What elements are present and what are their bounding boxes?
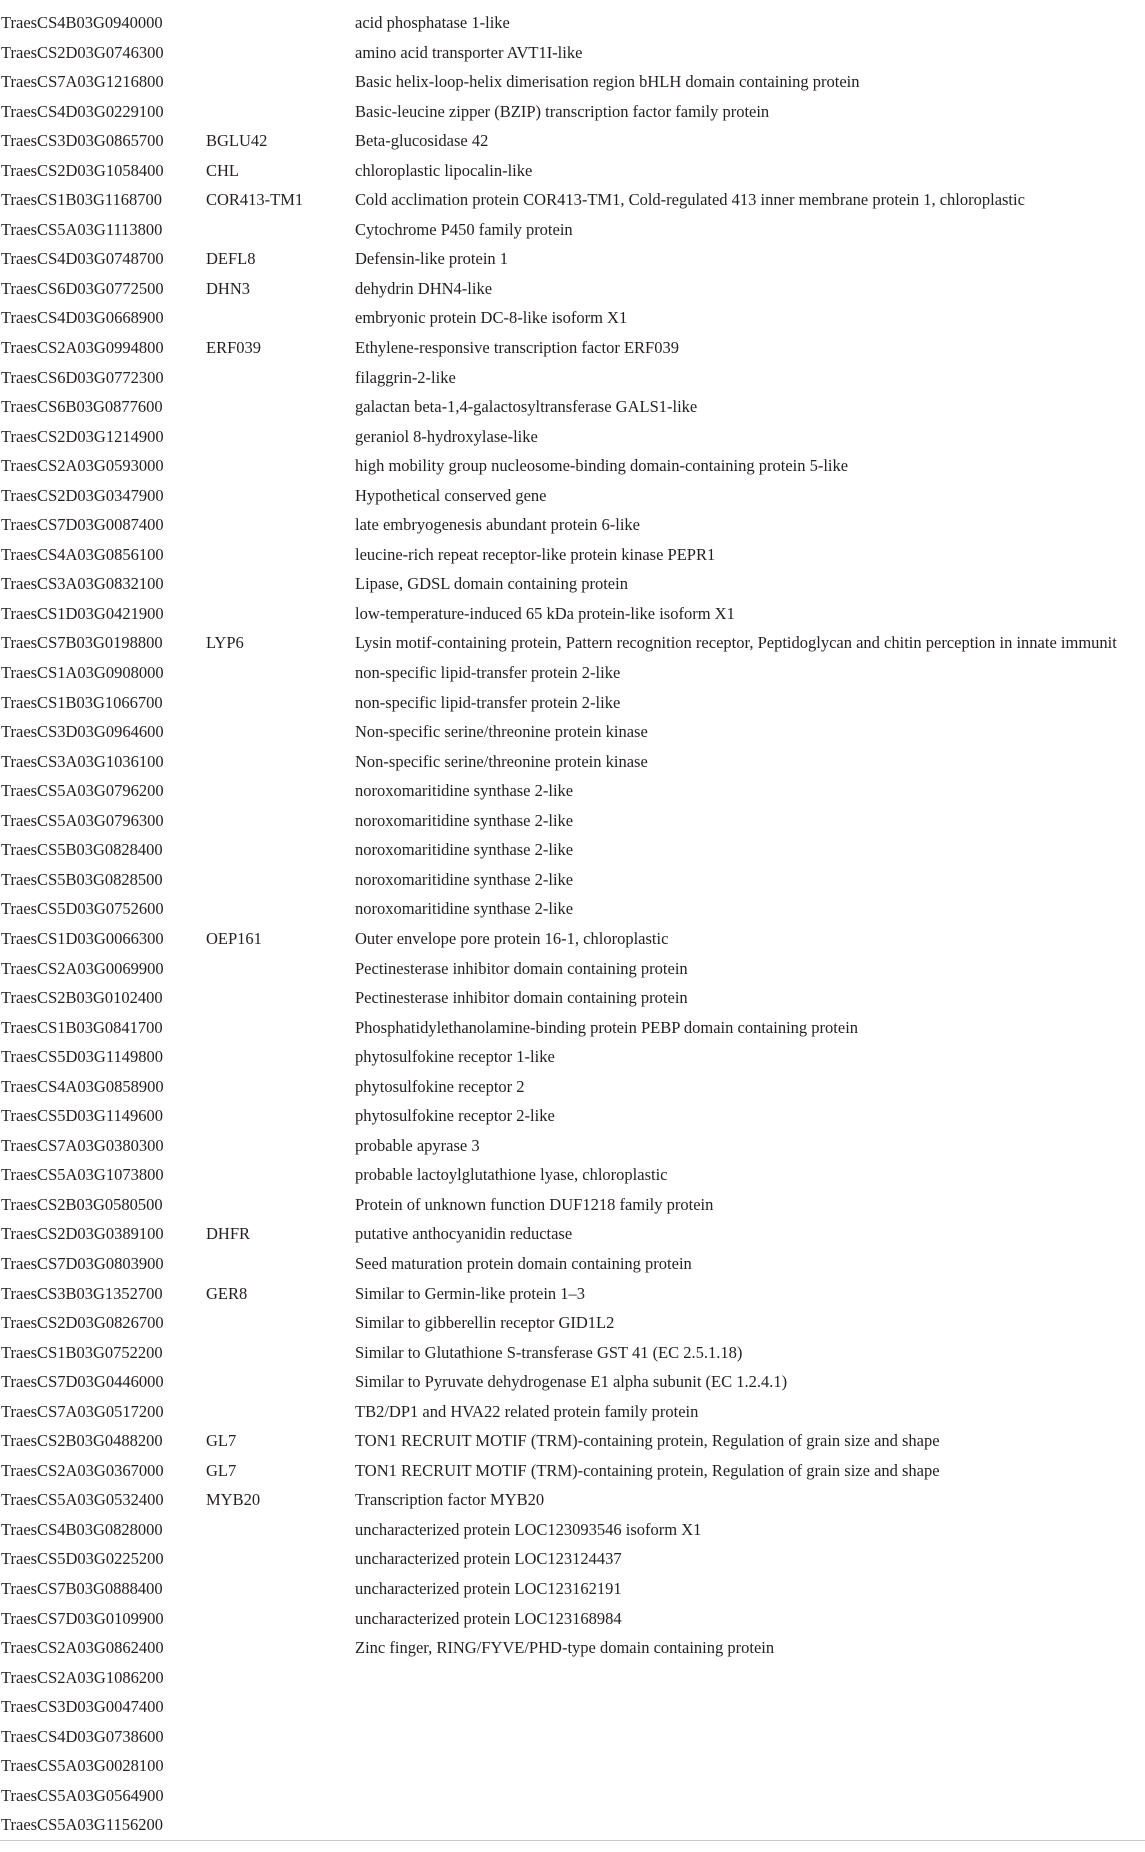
gene-description-cell: non-specific lipid-transfer protein 2-like xyxy=(355,663,621,683)
gene-id-cell: TraesCS5D03G1149800 xyxy=(1,1047,163,1067)
gene-description-cell: probable lactoylglutathione lyase, chloroplastic xyxy=(355,1165,668,1185)
gene-id-cell: TraesCS7D03G0803900 xyxy=(1,1253,164,1273)
table-row xyxy=(0,97,1145,127)
gene-description-cell: noroxomaritidine synthase 2-like xyxy=(355,869,574,889)
gene-id-cell: TraesCS6D03G0772300 xyxy=(1,367,164,387)
table-row xyxy=(0,1633,1145,1663)
gene-symbol-cell: COR413-TM1 xyxy=(206,190,304,210)
table-row xyxy=(0,422,1145,452)
gene-description-cell: Basic helix-loop-helix dimerisation region bHLH domain containing protein xyxy=(355,72,860,92)
gene-description-cell: leucine-rich repeat receptor-like protein kinase PEPR1 xyxy=(355,544,716,564)
table-row xyxy=(0,776,1145,806)
gene-description-cell: chloroplastic lipocalin-like xyxy=(355,160,533,180)
table-row xyxy=(0,747,1145,777)
gene-id-cell: TraesCS5A03G1113800 xyxy=(1,219,163,239)
table-row xyxy=(0,835,1145,865)
table-row xyxy=(0,303,1145,333)
table-row xyxy=(0,865,1145,895)
gene-id-cell: TraesCS7A03G0517200 xyxy=(1,1401,164,1421)
gene-description-cell: uncharacterized protein LOC123168984 xyxy=(355,1608,622,1628)
gene-table xyxy=(0,8,1145,1840)
table-row xyxy=(0,215,1145,245)
gene-description-cell: Zinc finger, RING/FYVE/PHD-type domain containing protein xyxy=(355,1638,775,1658)
gene-description-cell: noroxomaritidine synthase 2-like xyxy=(355,899,574,919)
gene-id-cell: TraesCS2A03G0069900 xyxy=(1,958,164,978)
table-row xyxy=(0,8,1145,38)
gene-description-cell: Similar to Glutathione S-transferase GST 41 (EC 2.5.1.18) xyxy=(355,1342,743,1362)
table-row xyxy=(0,1249,1145,1279)
gene-id-cell: TraesCS2B03G0488200 xyxy=(1,1431,163,1451)
table-row xyxy=(0,274,1145,304)
table-row xyxy=(0,806,1145,836)
table-row xyxy=(0,1190,1145,1220)
gene-description-cell: Similar to Germin-like protein 1–3 xyxy=(355,1283,586,1303)
table-row xyxy=(0,244,1145,274)
gene-id-cell: TraesCS4A03G0856100 xyxy=(1,544,164,564)
gene-id-cell: TraesCS2A03G0367000 xyxy=(1,1460,164,1480)
gene-id-cell: TraesCS5A03G0796300 xyxy=(1,810,164,830)
gene-description-cell: Lysin motif-containing protein, Pattern recognition receptor, Peptidoglycan and chitin perception in innate immunit xyxy=(355,633,1117,653)
table-row xyxy=(0,983,1145,1013)
table-bottom-rule xyxy=(0,1840,1145,1841)
table-row xyxy=(0,1781,1145,1811)
table-row xyxy=(0,1308,1145,1338)
gene-description-cell: amino acid transporter AVT1I-like xyxy=(355,42,583,62)
gene-description-cell: Transcription factor MYB20 xyxy=(355,1490,545,1510)
gene-id-cell: TraesCS5A03G0028100 xyxy=(1,1756,164,1776)
gene-id-cell: TraesCS2D03G1214900 xyxy=(1,426,164,446)
gene-description-cell: probable apyrase 3 xyxy=(355,1135,480,1155)
table-row xyxy=(0,1663,1145,1693)
gene-id-cell: TraesCS5B03G0828400 xyxy=(1,840,163,860)
gene-id-cell: TraesCS2A03G0862400 xyxy=(1,1638,164,1658)
gene-symbol-cell: DEFL8 xyxy=(206,249,256,269)
table-row xyxy=(0,954,1145,984)
gene-id-cell: TraesCS5D03G0752600 xyxy=(1,899,164,919)
gene-description-cell: TON1 RECRUIT MOTIF (TRM)-containing protein, Regulation of grain size and shape xyxy=(355,1431,940,1451)
gene-id-cell: TraesCS4D03G0738600 xyxy=(1,1726,164,1746)
gene-description-cell: TON1 RECRUIT MOTIF (TRM)-containing protein, Regulation of grain size and shape xyxy=(355,1460,940,1480)
gene-id-cell: TraesCS3A03G1036100 xyxy=(1,751,164,771)
gene-id-cell: TraesCS1B03G1168700 xyxy=(1,190,163,210)
table-row xyxy=(0,126,1145,156)
gene-description-cell: noroxomaritidine synthase 2-like xyxy=(355,810,574,830)
gene-id-cell: TraesCS1B03G1066700 xyxy=(1,692,163,712)
gene-description-cell: Pectinesterase inhibitor domain containing protein xyxy=(355,988,688,1008)
gene-id-cell: TraesCS2A03G0593000 xyxy=(1,456,164,476)
gene-id-cell: TraesCS2D03G0347900 xyxy=(1,485,164,505)
gene-description-cell: Similar to gibberellin receptor GID1L2 xyxy=(355,1313,615,1333)
gene-id-cell: TraesCS5D03G0225200 xyxy=(1,1549,164,1569)
gene-description-cell: acid phosphatase 1-like xyxy=(355,13,510,32)
gene-description-cell: embryonic protein DC-8-like isoform X1 xyxy=(355,308,628,328)
gene-description-cell: phytosulfokine receptor 2-like xyxy=(355,1106,555,1126)
gene-description-cell: Beta-glucosidase 42 xyxy=(355,131,489,151)
gene-symbol-cell: ERF039 xyxy=(206,338,262,358)
table-row xyxy=(0,1279,1145,1309)
gene-id-cell: TraesCS5A03G1073800 xyxy=(1,1165,164,1185)
gene-id-cell: TraesCS2D03G1058400 xyxy=(1,160,164,180)
gene-id-cell: TraesCS4B03G0940000 xyxy=(1,13,163,32)
table-row xyxy=(0,333,1145,363)
table-row xyxy=(0,569,1145,599)
gene-symbol-cell: MYB20 xyxy=(206,1490,261,1510)
table-row xyxy=(0,1426,1145,1456)
gene-id-cell: TraesCS7D03G0087400 xyxy=(1,515,164,535)
table-row xyxy=(0,540,1145,570)
gene-id-cell: TraesCS7D03G0109900 xyxy=(1,1608,164,1628)
table-row xyxy=(0,1751,1145,1781)
gene-description-cell: late embryogenesis abundant protein 6-like xyxy=(355,515,640,535)
gene-description-cell: Hypothetical conserved gene xyxy=(355,485,547,505)
gene-symbol-cell: LYP6 xyxy=(206,633,244,653)
table-row xyxy=(0,1101,1145,1131)
gene-id-cell: TraesCS2D03G0826700 xyxy=(1,1313,164,1333)
gene-id-cell: TraesCS2A03G1086200 xyxy=(1,1667,164,1687)
table-row xyxy=(0,599,1145,629)
gene-id-cell: TraesCS1B03G0841700 xyxy=(1,1017,163,1037)
gene-id-cell: TraesCS7B03G0198800 xyxy=(1,633,163,653)
gene-id-cell: TraesCS5B03G0828500 xyxy=(1,869,163,889)
gene-id-cell: TraesCS5D03G1149600 xyxy=(1,1106,163,1126)
gene-id-cell: TraesCS6D03G0772500 xyxy=(1,278,164,298)
table-row xyxy=(0,1722,1145,1752)
gene-id-cell: TraesCS7A03G1216800 xyxy=(1,72,164,92)
table-row xyxy=(0,67,1145,97)
table-row xyxy=(0,1367,1145,1397)
gene-description-cell: filaggrin-2-like xyxy=(355,367,456,387)
gene-id-cell: TraesCS4D03G0668900 xyxy=(1,308,164,328)
gene-description-cell: low-temperature-induced 65 kDa protein-like isoform X1 xyxy=(355,603,735,623)
gene-description-cell: Outer envelope pore protein 16-1, chloroplastic xyxy=(355,928,669,948)
gene-symbol-cell: OEP161 xyxy=(206,928,262,948)
table-row xyxy=(0,1072,1145,1102)
gene-id-cell: TraesCS6B03G0877600 xyxy=(1,397,163,417)
gene-id-cell: TraesCS1A03G0908000 xyxy=(1,663,164,683)
table-row xyxy=(0,156,1145,186)
table-row xyxy=(0,688,1145,718)
gene-id-cell: TraesCS7D03G0446000 xyxy=(1,1372,164,1392)
gene-symbol-cell: BGLU42 xyxy=(206,131,268,151)
gene-description-cell: galactan beta-1,4-galactosyltransferase GALS1-like xyxy=(355,397,698,417)
table-row xyxy=(0,1013,1145,1043)
table-row xyxy=(0,924,1145,954)
table-row xyxy=(0,392,1145,422)
table-row xyxy=(0,1544,1145,1574)
gene-description-cell: Pectinesterase inhibitor domain containing protein xyxy=(355,958,688,978)
gene-id-cell: TraesCS1B03G0752200 xyxy=(1,1342,163,1362)
table-row xyxy=(0,38,1145,68)
gene-id-cell: TraesCS2B03G0580500 xyxy=(1,1194,163,1214)
table-row xyxy=(0,1604,1145,1634)
table-row xyxy=(0,1456,1145,1486)
table-row xyxy=(0,185,1145,215)
table-row xyxy=(0,451,1145,481)
gene-description-cell: Phosphatidylethanolamine-binding protein PEBP domain containing protein xyxy=(355,1017,859,1037)
gene-id-cell: TraesCS5A03G0532400 xyxy=(1,1490,164,1510)
gene-description-cell: phytosulfokine receptor 1-like xyxy=(355,1047,555,1067)
gene-description-cell: Non-specific serine/threonine protein kinase xyxy=(355,722,648,742)
gene-id-cell: TraesCS2B03G0102400 xyxy=(1,988,163,1008)
gene-description-cell: Cytochrome P450 family protein xyxy=(355,219,573,239)
table-row xyxy=(0,658,1145,688)
gene-symbol-cell: GL7 xyxy=(206,1431,237,1451)
gene-id-cell: TraesCS4A03G0858900 xyxy=(1,1076,164,1096)
gene-id-cell: TraesCS3D03G0865700 xyxy=(1,131,164,151)
table-row xyxy=(0,1692,1145,1722)
table-row xyxy=(0,363,1145,393)
gene-description-cell: Non-specific serine/threonine protein kinase xyxy=(355,751,648,771)
gene-id-cell: TraesCS3A03G0832100 xyxy=(1,574,164,594)
gene-description-cell: geraniol 8-hydroxylase-like xyxy=(355,426,538,446)
gene-id-cell: TraesCS7B03G0888400 xyxy=(1,1578,163,1598)
gene-description-cell: TB2/DP1 and HVA22 related protein family protein xyxy=(355,1401,699,1421)
gene-symbol-cell: GL7 xyxy=(206,1460,237,1480)
table-row xyxy=(0,1219,1145,1249)
table-row xyxy=(0,894,1145,924)
gene-symbol-cell: DHN3 xyxy=(206,278,250,298)
gene-symbol-cell: GER8 xyxy=(206,1283,248,1303)
gene-id-cell: TraesCS3D03G0964600 xyxy=(1,722,164,742)
gene-description-cell: high mobility group nucleosome-binding domain-containing protein 5-like xyxy=(355,456,849,476)
gene-id-cell: TraesCS4D03G0748700 xyxy=(1,249,164,269)
gene-id-cell: TraesCS7A03G0380300 xyxy=(1,1135,164,1155)
gene-id-cell: TraesCS2A03G0994800 xyxy=(1,338,164,358)
gene-description-cell: non-specific lipid-transfer protein 2-like xyxy=(355,692,621,712)
table-row xyxy=(0,1485,1145,1515)
gene-id-cell: TraesCS2D03G0746300 xyxy=(1,42,164,62)
gene-id-cell: TraesCS4D03G0229100 xyxy=(1,101,164,121)
gene-description-cell: phytosulfokine receptor 2 xyxy=(355,1076,525,1096)
table-row xyxy=(0,1131,1145,1161)
gene-description-cell: noroxomaritidine synthase 2-like xyxy=(355,781,574,801)
table-row xyxy=(0,1574,1145,1604)
gene-description-cell: Similar to Pyruvate dehydrogenase E1 alpha subunit (EC 1.2.4.1) xyxy=(355,1372,788,1392)
gene-description-cell: Cold acclimation protein COR413-TM1, Cold-regulated 413 inner membrane protein 1, chloroplastic xyxy=(355,190,1025,210)
gene-symbol-cell: CHL xyxy=(206,160,239,180)
gene-id-cell: TraesCS5A03G0564900 xyxy=(1,1785,164,1805)
gene-id-cell: TraesCS3B03G1352700 xyxy=(1,1283,163,1303)
gene-description-cell: uncharacterized protein LOC123162191 xyxy=(355,1578,622,1598)
table-row xyxy=(0,1397,1145,1427)
table-row xyxy=(0,717,1145,747)
gene-id-cell: TraesCS1D03G0421900 xyxy=(1,603,164,623)
gene-id-cell: TraesCS2D03G0389100 xyxy=(1,1224,164,1244)
gene-description-cell: Basic-leucine zipper (BZIP) transcription factor family protein xyxy=(355,101,770,121)
gene-id-cell: TraesCS5A03G0796200 xyxy=(1,781,164,801)
gene-description-cell: uncharacterized protein LOC123093546 isoform X1 xyxy=(355,1519,702,1539)
table-row xyxy=(0,510,1145,540)
gene-id-cell: TraesCS4B03G0828000 xyxy=(1,1519,163,1539)
gene-description-cell: Lipase, GDSL domain containing protein xyxy=(355,574,628,594)
table-row xyxy=(0,1338,1145,1368)
gene-description-cell: Protein of unknown function DUF1218 family protein xyxy=(355,1194,714,1214)
table-row xyxy=(0,1160,1145,1190)
gene-description-cell: Defensin-like protein 1 xyxy=(355,249,509,269)
table-row xyxy=(0,1042,1145,1072)
gene-description-cell: uncharacterized protein LOC123124437 xyxy=(355,1549,622,1569)
gene-id-cell: TraesCS5A03G1156200 xyxy=(1,1815,163,1835)
gene-id-cell: TraesCS1D03G0066300 xyxy=(1,928,164,948)
table-row xyxy=(0,1810,1145,1840)
table-row xyxy=(0,628,1145,658)
table-row xyxy=(0,1515,1145,1545)
gene-description-cell: Seed maturation protein domain containing protein xyxy=(355,1253,692,1273)
gene-description-cell: dehydrin DHN4-like xyxy=(355,278,493,298)
gene-description-cell: putative anthocyanidin reductase xyxy=(355,1224,573,1244)
gene-description-cell: Ethylene-responsive transcription factor ERF039 xyxy=(355,338,679,358)
gene-symbol-cell: DHFR xyxy=(206,1224,251,1244)
table-row xyxy=(0,481,1145,511)
gene-id-cell: TraesCS3D03G0047400 xyxy=(1,1697,164,1717)
gene-description-cell: noroxomaritidine synthase 2-like xyxy=(355,840,574,860)
